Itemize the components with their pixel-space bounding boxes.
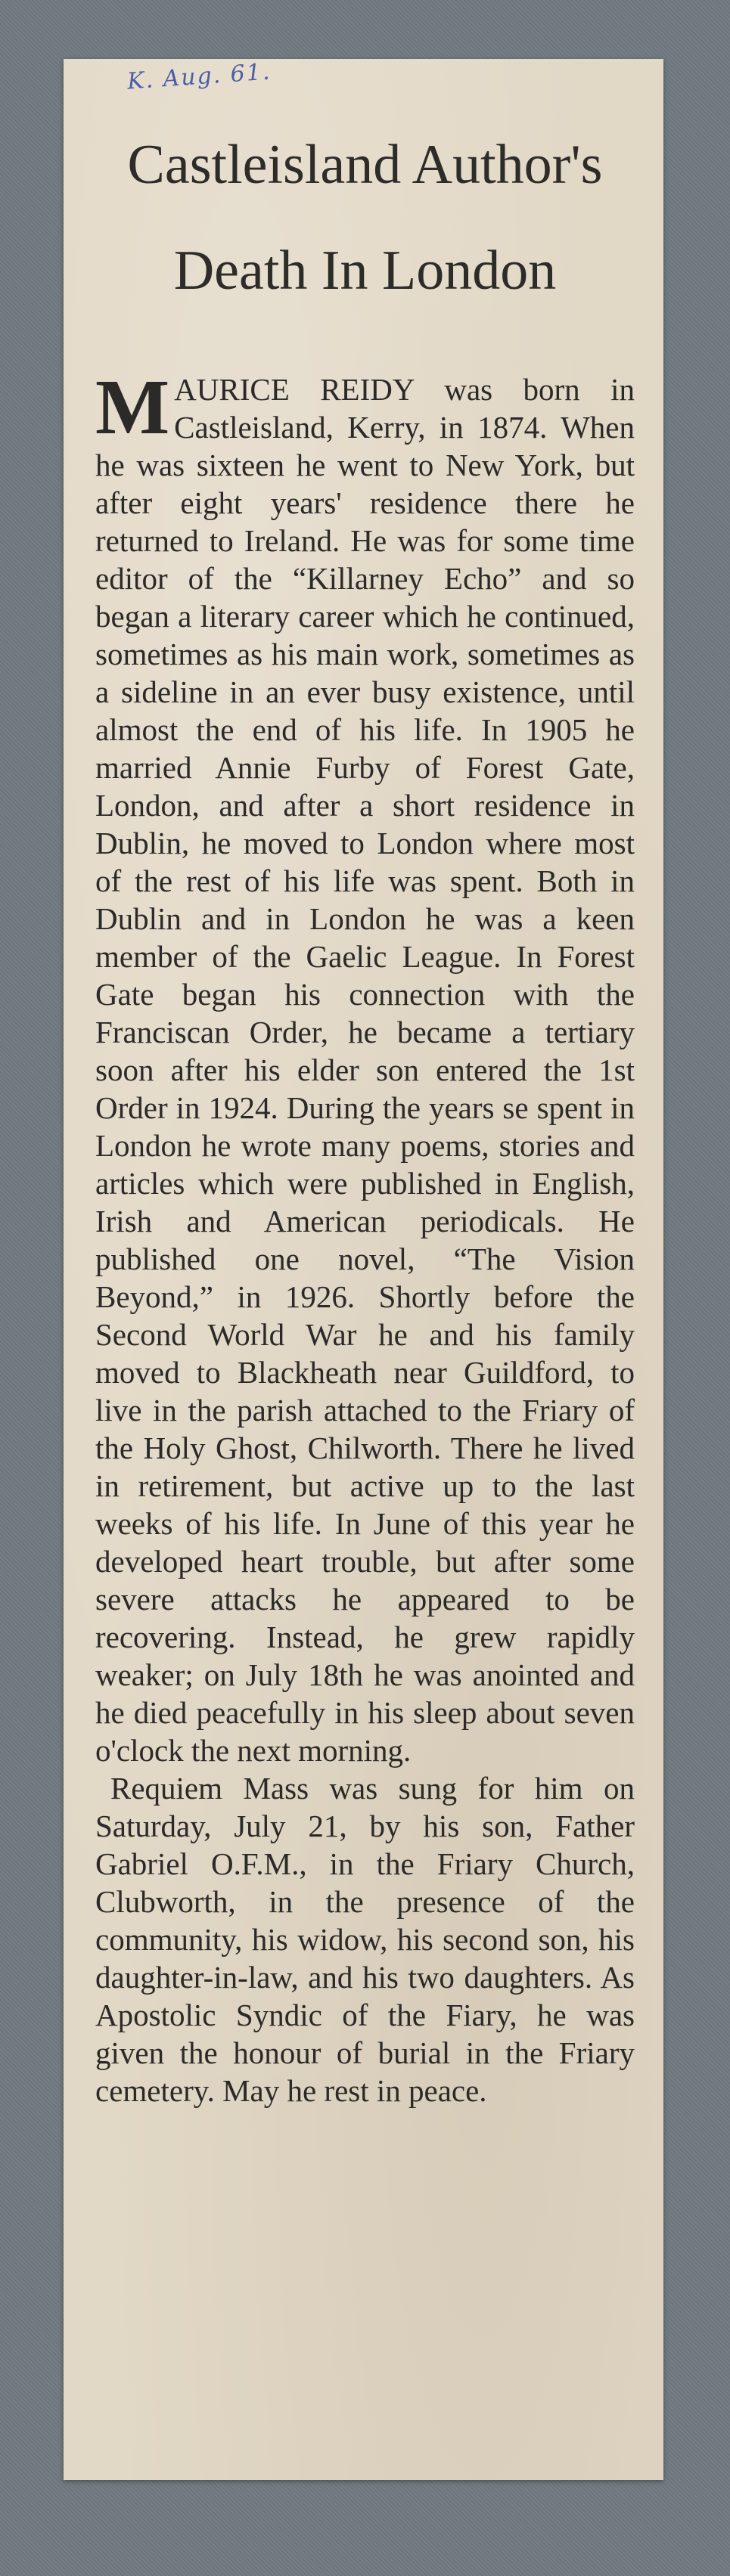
headline	[95, 59, 635, 324]
article-body	[95, 364, 635, 2109]
headline-line-1: Castleisland Author's	[127, 134, 603, 196]
lead-in-caps: AURICE REIDY	[174, 372, 414, 407]
headline-line-2: Death In London	[173, 240, 557, 302]
article-paragraph-1	[95, 364, 635, 1769]
paragraph-1-text: was born in Castleisland, Kerry, in 1874. When he was sixteen he went to New York, but after eight years' residence there he returned to Ireland. He was for some time editor of the “Killarney Echo” and so began a literary career which he continued, sometimes as his main work, sometimes as a sideline in an ever busy existence, until almost the end of his life. In 1905 he married Annie Furby of Forest Gate, London, and after a short residence in Dublin, he moved to London where most of the rest of his life was spent. Both in Dublin and in London he was a keen member of the Gaelic League. In Forest Gate began his connection with the Franciscan Order, he became a tertiary soon after his elder son entered the 1st Order in 1924. During the years se spent in London he wrote many poems, stories and articles which were published in English, Irish and American periodicals. He published one novel, “The Vision Beyond,” in 1926. Shortly before the Second World War he and his family moved to Blackheath near Guildford, to live in the parish attached to the Friary of the Holy Ghost, Chilworth. There he lived in retirement, but active up to the last weeks of his life. In June of this year he developed heart trouble, but after some severe attacks he appeared to be recovering. Instead, he grew rapidly weaker; on July 18th he was anointed and he died peacefully in his sleep about seven o'clock the next morning.	[95, 372, 635, 1768]
drop-cap: M	[95, 364, 170, 451]
article-paragraph-2: Requiem Mass was sung for him on Saturday, July 21, by his son, Father Gabriel O.F.M., in the Friary Church, Clubworth, in the presence of the community, his widow, his second son, his daughter-in-law, and his two daughters. As Apostolic Syndic of the Fiary, he was given the honour of burial in the Friary cemetery. May he rest in peace.	[95, 1771, 635, 2108]
handwritten-annotation: K. Aug. 61.	[126, 58, 272, 95]
newspaper-clipping	[64, 59, 663, 2480]
